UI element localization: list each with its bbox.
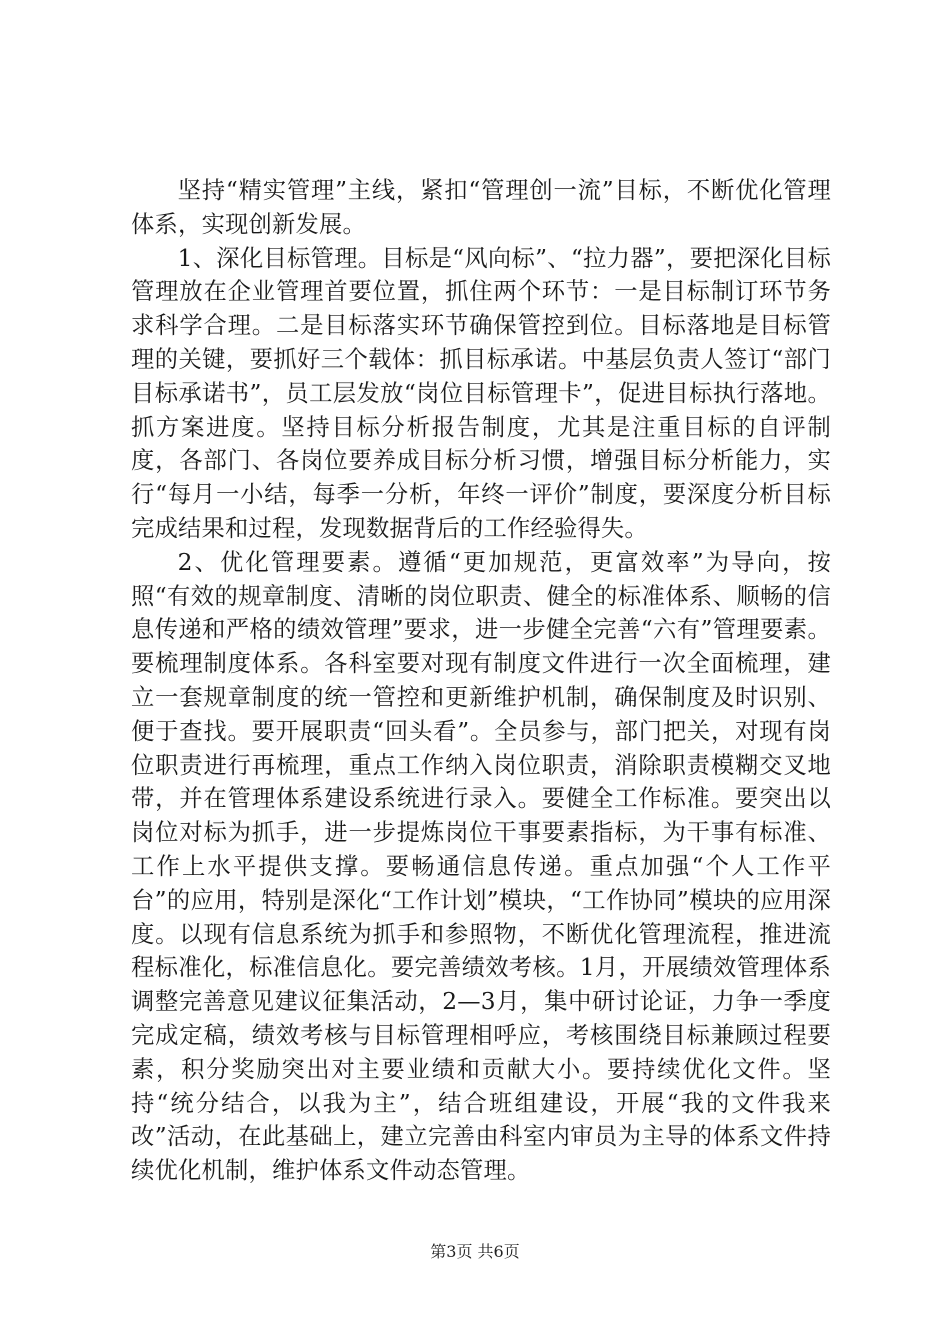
paragraph-management-elements: 2、优化管理要素。遵循“更加规范，更富效率”为导向，按照“有效的规章制度、清晰的岗位职责、健全的标准体系、顺畅的信息传递和严格的绩效管理”要求，进一步健全完善“六有”管理要素。要梳理制度体系。各科室要对现有制度文件进行一次全面梳理，建立一套规章制度的统一管控和更新维护机制，确保制度及时识别、便于查找。要开展职责“回头看”。全员参与，部门把关，对现有岗位职责进行再梳理，重点工作纳入岗位职责，消除职责模糊交叉地带，并在管理体系建设系统进行录入。要健全工作标准。要突出以岗位对标为抓手，进一步提炼岗位干事要素指标，为干事有标准、工作上水平提供支撑。要畅通信息传递。重点加强“个人工作平台”的应用，特别是深化“工作计划”模块，“工作协同”模块的应用深度。以现有信息系统为抓手和参照物，不断优化管理流程，推进流程标准化，标准信息化。要完善绩效考核。1月，开展绩效管理体系调整完善意见建议征集活动，2—3月，集中研讨论证，力争一季度完成定稿，绩效考核与目标管理相呼应，考核围绕目标兼顾过程要素，积分奖励突出对主要业绩和贡献大小。要持续优化文件。坚持“统分结合，以我为主”，结合班组建设，开展“我的文件我来改”活动，在此基础上，建立完善由科室内审员为主导的体系文件持续优化机制，维护体系文件动态管理。 [131, 548, 831, 1185]
paragraph-goal-management: 1、深化目标管理。目标是“风向标”、“拉力器”，要把深化目标管理放在企业管理首要位置，抓住两个环节：一是目标制订环节务求科学合理。二是目标落实环节确保管控到位。目标落地是目标管理的关键，要抓好三个载体：抓目标承诺。中基层负责人签订“部门目标承诺书”，员工层发放“岗位目标管理卡”，促进目标执行落地。抓方案进度。坚持目标分析报告制度，尤其是注重目标的自评制度，各部门、各岗位要养成目标分析习惯，增强目标分析能力，实行“每月一小结，每季一分析，年终一评价”制度，要深度分析目标完成结果和过程，发现数据背后的工作经验得失。 [131, 244, 831, 542]
page-footer: 第3页 共6页 [430, 1242, 520, 1261]
document-body [131, 174, 831, 1188]
paragraph-intro: 坚持“精实管理”主线，紧扣“管理创一流”目标，不断优化管理体系，实现创新发展。 [131, 177, 831, 238]
